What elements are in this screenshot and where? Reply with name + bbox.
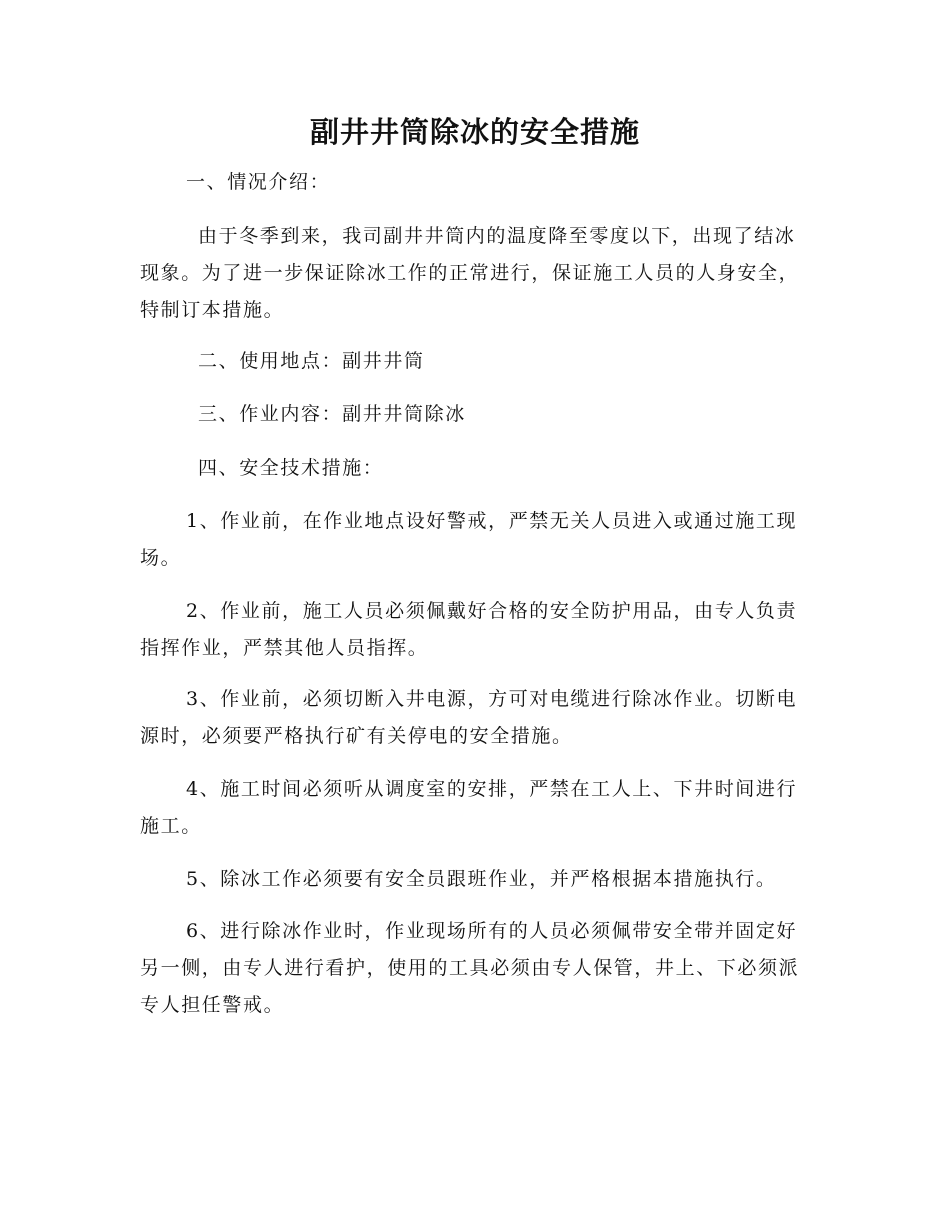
measure-item-6: 6、进行除冰作业时，作业现场所有的人员必须佩带安全带并固定好另一侧，由专人进行看护，使用的工具必须由专人保管，井上、下必须派专人担任警戒。: [140, 920, 800, 1016]
location-line: 二、使用地点：副井井筒: [198, 350, 425, 372]
intro-heading: 一、情况介绍：: [186, 171, 331, 193]
measure-item-3: 3、作业前，必须切断入井电源，方可对电缆进行除冰作业。切断电源时，必须要严格执行矿有关停电的安全措施。: [140, 688, 798, 747]
measure-item-2: 2、作业前，施工人员必须佩戴好合格的安全防护用品，由专人负责指挥作业，严禁其他人员指挥。: [140, 600, 798, 659]
measure-item-1: 1、作业前，在作业地点设好警戒，严禁无关人员进入或通过施工现场。: [140, 510, 798, 569]
measure-item-4: 4、施工时间必须听从调度室的安排，严禁在工人上、下井时间进行施工。: [140, 778, 798, 837]
intro-body: 由于冬季到来，我司副井井筒内的温度降至零度以下，出现了结冰现象。为了进一步保证除冰工作的正常进行，保证施工人员的人身安全，特制订本措施。: [140, 225, 800, 321]
measure-item-5: 5、除冰工作必须要有安全员跟班作业，并严格根据本措施执行。: [186, 868, 777, 890]
content-line: 三、作业内容：副井井筒除冰: [198, 403, 466, 425]
measures-heading: 四、安全技术措施：: [198, 457, 384, 479]
document-title: 副井井筒除冰的安全措施: [309, 115, 640, 149]
